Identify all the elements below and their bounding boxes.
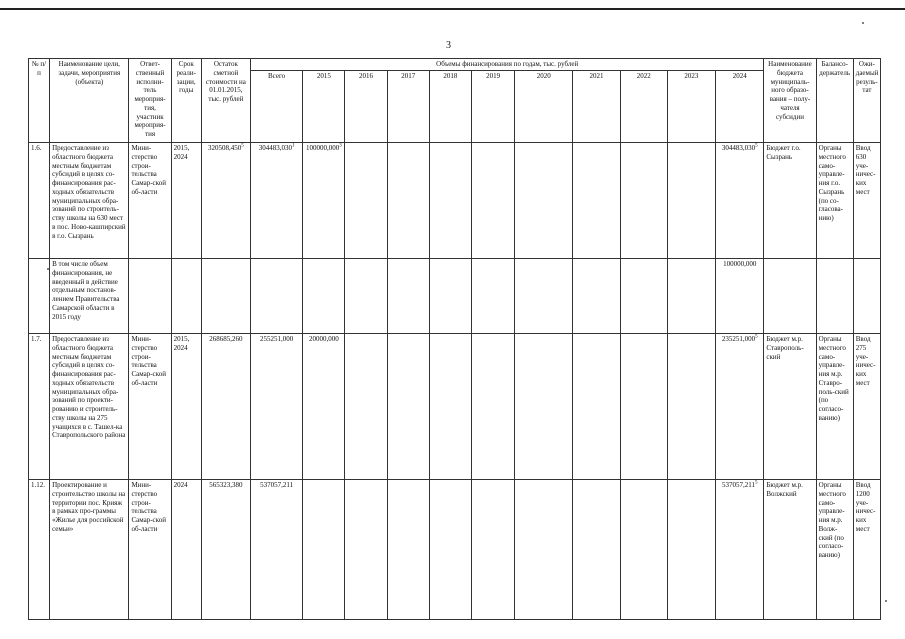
row-num: 1.6. <box>29 143 50 259</box>
row-2019 <box>471 334 514 480</box>
row-name: Предоставление из областного бюджета местным бюджетам субсидий в целях со-финансирования рас-ходных обязательств муниципальных обра-зований по строитель-ству школы на 630 мест в пос. Ново-кашпирский в г.о. Сызрань <box>50 143 129 259</box>
value: 537057,211 <box>721 481 755 489</box>
row-responsible: Мини-стерство строи-тельства Самар-ской об-ласти <box>129 480 171 620</box>
row-2017 <box>387 143 429 259</box>
row-name: В том числе объем финансирования, не введенный в действие отдельным постанов-лением Правительства Самарской области в 2015 году <box>50 259 129 334</box>
value: 235251,000 <box>721 335 756 343</box>
header-year: 2017 <box>387 71 429 143</box>
row-2023 <box>667 334 715 480</box>
scan-speck <box>862 22 864 24</box>
row-holder: Органы местного само-управле-ния г.о. Сызрань (по со-гласова-нию) <box>816 143 853 259</box>
row-expected <box>853 259 880 334</box>
header-year: 2018 <box>429 71 471 143</box>
row-2015 <box>303 259 345 334</box>
header-holder: Балансо-держатель <box>816 59 853 143</box>
row-term: 2015, 2024 <box>171 143 201 259</box>
row-remainder: 268685,260 <box>201 334 250 480</box>
row-2022 <box>620 143 667 259</box>
row-2019 <box>471 259 514 334</box>
row-budget <box>764 259 816 334</box>
row-2015 <box>303 143 345 259</box>
row-2024 <box>716 480 764 620</box>
row-expected: Ввод 630 уче-ничес-ких мест <box>853 143 880 259</box>
footnote-mark: 5 <box>755 334 758 340</box>
header-responsible: Ответ-ственный исполни-тель мероприя-тия, участник мероприя-тия <box>129 59 171 143</box>
row-num: 1.12. <box>29 480 50 620</box>
header-year: 2024 <box>716 71 764 143</box>
row-budget: Бюджет г.о. Сызрань <box>764 143 816 259</box>
row-2020 <box>515 143 573 259</box>
row-2018 <box>429 143 471 259</box>
header-year: 2016 <box>345 71 387 143</box>
value: 304483,030 <box>721 144 756 152</box>
row-total <box>250 259 302 334</box>
row-2017 <box>387 480 429 620</box>
row-2018 <box>429 334 471 480</box>
row-2020 <box>515 480 573 620</box>
header-funding-group: Объемы финансирования по годам, тыс. рублей <box>250 59 763 71</box>
row-2023 <box>667 480 715 620</box>
header-total: Всего <box>250 71 302 143</box>
header-remainder: Остаток сметной стоимости на 01.01.2015, тыс. рублей <box>201 59 250 143</box>
row-remainder <box>201 259 250 334</box>
table-row <box>29 143 881 259</box>
row-2021 <box>573 334 620 480</box>
row-2016 <box>345 480 387 620</box>
row-2021 <box>573 480 620 620</box>
header-num: № п/п <box>29 59 50 143</box>
header-year: 2021 <box>573 71 620 143</box>
row-responsible <box>129 259 171 334</box>
header-year: 2020 <box>515 71 573 143</box>
row-2016 <box>345 334 387 480</box>
row-2023 <box>667 143 715 259</box>
header-budget-name: Наименование бюджета муниципаль-ного образо-вания – полу-чателя субсидии <box>764 59 816 143</box>
row-holder: Органы местного само-управле-ния м.р. Ставро-поль-ский (по согласо-ванию) <box>816 334 853 480</box>
value: 304483,030 <box>258 144 292 152</box>
table-row <box>29 480 881 620</box>
row-2024 <box>716 334 764 480</box>
row-term <box>171 259 201 334</box>
page-number: 3 <box>446 40 451 51</box>
row-2021 <box>573 143 620 259</box>
financing-table <box>28 58 881 620</box>
row-responsible: Мини-стерство строи-тельства Самар-ской об-ласти <box>129 143 171 259</box>
row-2023 <box>667 259 715 334</box>
row-2022 <box>620 480 667 620</box>
table-row <box>29 259 881 334</box>
table-row <box>29 334 881 480</box>
row-2016 <box>345 143 387 259</box>
row-2017 <box>387 259 429 334</box>
row-2015: 20000,000 <box>303 334 345 480</box>
row-2016 <box>345 259 387 334</box>
row-2020 <box>515 334 573 480</box>
row-2022 <box>620 259 667 334</box>
row-total: 537057,211 <box>250 480 302 620</box>
header-name: Наименование цели, задачи, мероприятия (объекта) <box>50 59 129 143</box>
row-remainder: 565323,380 <box>201 480 250 620</box>
row-holder <box>816 259 853 334</box>
footnote-mark: 1 <box>291 143 295 149</box>
row-total <box>250 143 302 259</box>
footnote-mark: 3 <box>339 143 342 149</box>
row-2024 <box>716 143 764 259</box>
footnote-mark: 5 <box>755 143 758 149</box>
row-term: 2024 <box>171 480 201 620</box>
row-2017 <box>387 334 429 480</box>
row-2020 <box>515 259 573 334</box>
header-year: 2019 <box>471 71 514 143</box>
row-remainder <box>201 143 250 259</box>
row-2018 <box>429 480 471 620</box>
row-2022 <box>620 334 667 480</box>
header-expected: Ожи-даемый резуль-тат <box>853 59 880 143</box>
footnote-mark: 5 <box>241 143 244 149</box>
row-name: Предоставление из областного бюджета местным бюджетам субсидий в целях со-финансирования рас-ходных обязательств муниципальных обра-зований по проекти-рованию и строитель-ству школы на 275 учащихся в с. Ташел-ка Ставропольского района <box>50 334 129 480</box>
header-term: Срок реали-зации, годы <box>171 59 201 143</box>
value: 320508,450 <box>208 144 242 152</box>
header-year: 2022 <box>620 71 667 143</box>
row-2024: 100000,000 <box>716 259 764 334</box>
row-2019 <box>471 143 514 259</box>
row-2021 <box>573 259 620 334</box>
header-year: 2015 <box>303 71 345 143</box>
row-2015 <box>303 480 345 620</box>
row-holder: Органы местного само-управле-ния м.р. Волж-ский (по согласо-ванию) <box>816 480 853 620</box>
row-2018 <box>429 259 471 334</box>
value: 100000,000 <box>305 144 340 152</box>
row-expected: Ввод 275 уче-ничес-ких мест <box>853 334 880 480</box>
row-num: 1.7. <box>29 334 50 480</box>
row-expected: Ввод 1200 уче-ничес-ких мест <box>853 480 880 620</box>
row-budget: Бюджет м.р. Волжский <box>764 480 816 620</box>
row-term: 2015, 2024 <box>171 334 201 480</box>
row-name: Проектирование и строительство школы на территории пос. Крияж в рамках про-граммы «Жилье для российской семьи» <box>50 480 129 620</box>
top-border-line <box>0 8 905 10</box>
header-year: 2023 <box>667 71 715 143</box>
scan-speck <box>885 600 887 602</box>
footnote-mark: 5 <box>754 480 758 486</box>
row-total: 255251,000 <box>250 334 302 480</box>
row-budget: Бюджет м.р. Ставрополь-ский <box>764 334 816 480</box>
row-2019 <box>471 480 514 620</box>
row-responsible: Мини-стерство строи-тельства Самар-ской об-ласти <box>129 334 171 480</box>
scan-speck <box>47 268 49 270</box>
